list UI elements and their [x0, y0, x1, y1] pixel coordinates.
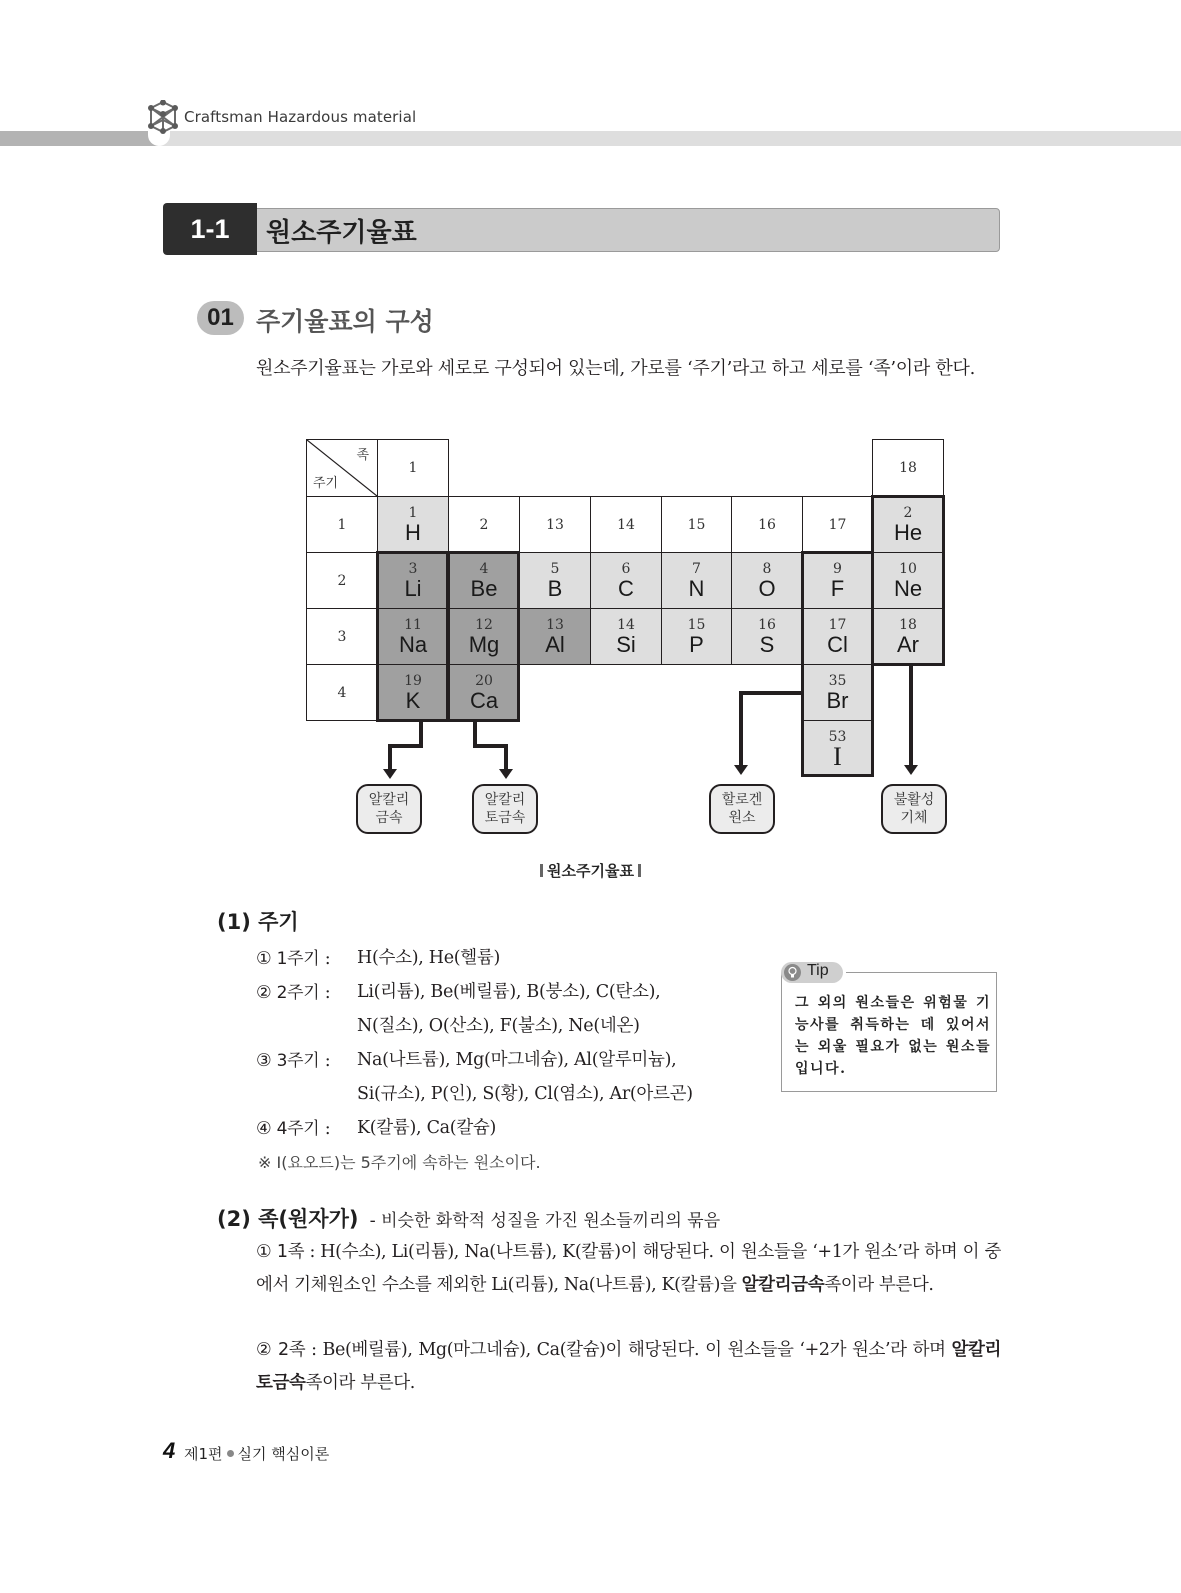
group-heading: (2) 족(원자가)	[217, 1207, 359, 1231]
period-heading: (1) 주기	[217, 910, 299, 934]
period-header-label: 3	[337, 628, 347, 645]
arrowhead	[499, 769, 513, 779]
group-item-2	[256, 1334, 1001, 1400]
element-symbol: F	[830, 575, 845, 601]
footer-bullet	[227, 1450, 234, 1457]
group-heading-row	[217, 1203, 720, 1233]
arrowhead	[383, 769, 397, 779]
group-header-label: 2	[479, 516, 489, 533]
item-text: 족이라 부른다.	[824, 1275, 934, 1295]
caption-bar-right	[638, 864, 641, 877]
element-symbol: Ca	[469, 687, 499, 713]
atomic-number: 20	[475, 672, 493, 689]
atomic-number: 4	[479, 560, 489, 577]
element-symbol: P	[689, 631, 704, 657]
element-symbol: S	[759, 631, 775, 657]
element-symbol: Ar	[897, 631, 919, 657]
group-header-label: 13	[546, 516, 564, 533]
item-text: : H(수소), Li(리튬), Na(나트륨), K(칼륨)이 해당된다. 이 원소들을 ‘+1가 원소’라 하며 이 중에서 기체원소인 수소를 제외한 Li(리튬), Na(나트륨), K(칼륨)을	[256, 1242, 1002, 1295]
atomic-number: 9	[833, 560, 842, 577]
element-symbol: Be	[470, 575, 498, 601]
group-header-label: 15	[687, 516, 706, 533]
element-symbol: C	[618, 575, 634, 601]
atomic-number: 17	[828, 616, 847, 633]
atomic-number: 12	[475, 616, 493, 633]
item-label: 2족	[277, 1340, 306, 1360]
period-header-label: 4	[337, 684, 347, 701]
element-symbol: He	[893, 519, 923, 545]
arrow-alkali-metal	[390, 721, 421, 772]
group-item-1	[256, 1236, 1001, 1302]
period-item-3	[256, 1046, 330, 1071]
section-title: 주기율표의 구성	[256, 307, 434, 336]
footer-part-label: 제1편	[184, 1445, 223, 1463]
tip-text: 그 외의 원소들은 위험물 기능사를 취득하는 데 있어서는 외울 필요가 없는 원소들입니다.	[795, 995, 991, 1077]
callout-alkali-metal	[356, 784, 422, 834]
item-bold-term: 알칼리금속	[741, 1275, 825, 1295]
period-item-2-line: Li(리튬), Be(베릴륨), B(붕소), C(탄소),	[357, 982, 661, 1002]
callout-line: 금속	[375, 810, 403, 826]
item-label: 4주기	[276, 1119, 320, 1139]
item-label: 1족	[276, 1242, 305, 1262]
item-marker: ②	[256, 1340, 273, 1360]
period-item-4-line: K(칼륨), Ca(칼슘)	[357, 1118, 497, 1138]
element-symbol: I	[833, 741, 842, 771]
item-separator: :	[324, 949, 331, 969]
figure-caption	[0, 860, 1181, 881]
atomic-number: 14	[617, 616, 635, 633]
item-separator: :	[324, 1119, 331, 1139]
element-symbol: B	[547, 575, 563, 601]
callout-line: 알칼리	[484, 792, 526, 808]
callout-line: 토금속	[484, 810, 526, 826]
atomic-number: 8	[762, 560, 772, 577]
item-text: 족이라 부른다.	[305, 1373, 415, 1393]
group-header-label: 16	[758, 516, 776, 533]
item-marker: ③	[256, 1051, 272, 1071]
atomic-number: 5	[550, 560, 560, 577]
atomic-number: 1	[408, 504, 418, 521]
group-header-label: 18	[899, 460, 917, 476]
item-separator: :	[324, 1051, 331, 1071]
corner-period-label: 주기	[313, 476, 339, 491]
callout-line: 할로겐	[721, 792, 763, 808]
period-item-3-line: Si(규소), P(인), S(황), Cl(염소), Ar(아르곤)	[357, 1084, 693, 1104]
chapter-title: 원소주기율표	[266, 218, 417, 248]
element-symbol: H	[405, 519, 421, 545]
atomic-number: 3	[408, 560, 418, 577]
period-item-4	[256, 1114, 330, 1139]
arrow-halogen	[741, 693, 802, 768]
callout-alkaline-earth-metal	[472, 784, 538, 834]
item-bold-term: 알칼리토금속	[256, 1340, 1002, 1393]
element-symbol: N	[688, 575, 705, 601]
item-label: 2주기	[276, 983, 320, 1003]
atomic-number: 13	[546, 616, 564, 633]
caption-bar-left	[540, 864, 543, 877]
atomic-number: 6	[621, 560, 631, 577]
group-header-label: 14	[617, 516, 635, 533]
item-label: 1주기	[276, 949, 320, 969]
caption-text: 원소주기율표	[547, 862, 634, 880]
group-header-label: 1	[408, 460, 418, 476]
group-heading-desc: - 비슷한 화학적 성질을 가진 원소들끼리의 묶음	[369, 1211, 721, 1231]
chapter-number: 1-1	[163, 203, 257, 255]
atomic-number: 18	[899, 616, 917, 633]
section-number-badge: 01	[197, 301, 244, 335]
atomic-number: 10	[899, 560, 917, 577]
atomic-number: 35	[828, 672, 847, 689]
lightbulb-icon	[784, 964, 801, 981]
item-marker: ④	[256, 1119, 272, 1139]
item-label: 3주기	[276, 1051, 320, 1071]
arrow-alkaline-earth	[475, 721, 506, 772]
group-header-label: 17	[828, 516, 847, 533]
period-item-3-line: Na(나트륨), Mg(마그네슘), Al(알루미늄),	[357, 1050, 677, 1070]
page-number: 4	[163, 1438, 176, 1463]
tip-top-rule	[846, 972, 997, 973]
item-marker: ①	[256, 1242, 272, 1262]
atomic-number: 16	[758, 616, 776, 633]
arrowhead	[734, 765, 748, 775]
section-intro: 원소주기율표는 가로와 세로로 구성되어 있는데, 가로를 ‘주기’라고 하고 세로를 ‘족’이라 한다.	[256, 358, 975, 379]
element-symbol: Na	[398, 631, 428, 657]
arrowhead	[904, 765, 918, 775]
iodine-note: ※ I(요오드)는 5주기에 속하는 원소이다.	[258, 1153, 541, 1172]
element-symbol: Mg	[468, 631, 500, 657]
element-symbol: Al	[545, 631, 565, 657]
item-text: : Be(베릴륨), Mg(마그네슘), Ca(칼슘)이 해당된다. 이 원소들을 ‘+2가 원소’라 하며	[311, 1340, 952, 1360]
item-marker: ②	[256, 983, 272, 1003]
callout-noble-gas	[881, 784, 947, 834]
atomic-number: 53	[828, 728, 847, 745]
period-item-2-line: N(질소), O(산소), F(불소), Ne(네온)	[357, 1016, 640, 1036]
element-symbol: Br	[826, 687, 849, 713]
callout-line: 기체	[900, 810, 928, 826]
element-symbol: Li	[404, 575, 422, 601]
element-symbol: Cl	[827, 631, 848, 657]
item-separator: :	[324, 983, 331, 1003]
atomic-number: 15	[687, 616, 706, 633]
element-symbol: Ne	[893, 575, 923, 601]
period-item-1-line: H(수소), He(헬륨)	[357, 948, 501, 968]
atomic-number: 19	[404, 672, 422, 689]
element-symbol: Si	[616, 631, 636, 657]
footer-part	[184, 1443, 329, 1464]
callout-line: 원소	[728, 810, 756, 826]
item-marker: ①	[256, 949, 272, 969]
callout-line: 불활성	[893, 792, 935, 808]
period-item-1	[256, 944, 330, 969]
atomic-number: 2	[903, 504, 913, 521]
corner-group-label: 족	[356, 448, 369, 463]
footer-part-title: 실기 핵심이론	[237, 1445, 330, 1463]
period-item-2	[256, 978, 330, 1003]
period-header-label: 2	[337, 572, 347, 589]
period-header-label: 1	[337, 516, 347, 533]
callout-line: 알칼리	[368, 792, 410, 808]
running-title: Craftsman Hazardous material	[184, 108, 417, 126]
atomic-number: 11	[404, 616, 422, 633]
callout-halogen	[709, 784, 775, 834]
atomic-number: 7	[692, 560, 701, 577]
element-symbol: K	[405, 687, 421, 713]
tip-label: Tip	[807, 962, 829, 979]
element-symbol: O	[758, 575, 776, 601]
